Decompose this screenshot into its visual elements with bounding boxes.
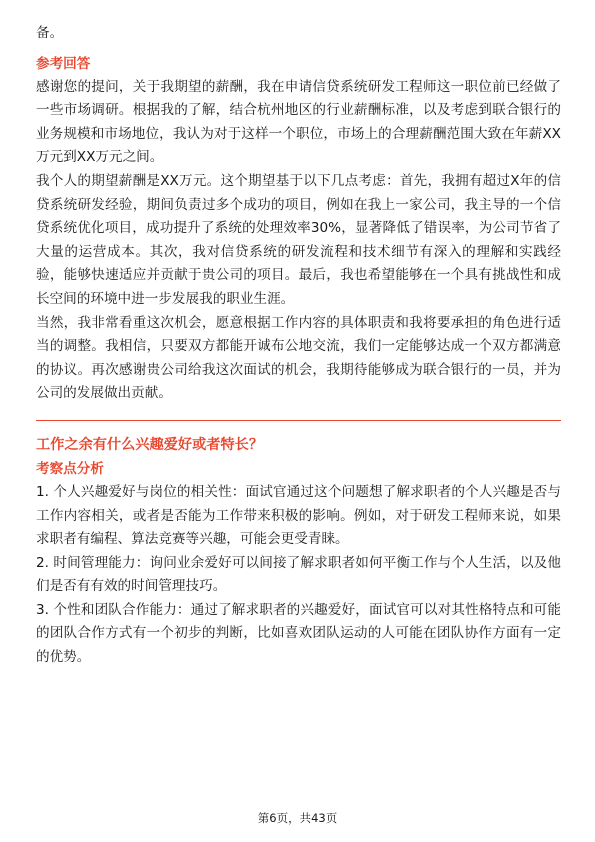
answer-paragraph-2: 我个人的期望薪酬是XX万元。这个期望基于以下几点考虑：首先，我拥有超过X年的信贷系统研发经验，期间负责过多个成功的项目，例如在我上一家公司，我主导的一个信贷系统优化项目，成功提升了系统的处理效率30%，显著降低了错误率，为公司节省了大量的运营成本。其次，我对信贷系统的研发流程和技术细节有深入的理解和实践经验，能够快速适应并贡献于贵公司的项目。最后，我也希望能够在一个具有挑战性和成长空间的环境中进一步发展我的职业生涯。 [36,172,561,307]
question-title: 工作之余有什么兴趣爱好或者特长？ [36,436,264,453]
page-number-footer: 第6页，共43页 [257,811,338,825]
answer-paragraph-1: 感谢您的提问，关于我期望的薪酬，我在申请信贷系统研发工程师这一职位前已经做了一些市场调研。根据我的了解，结合杭州地区的行业薪酬标准，以及考虑到联合银行的业务规模和市场地位，我认为对于这样一个职位，市场上的合理薪酬范围大致在年薪XX万元到XX万元之间。 [36,78,561,166]
analysis-heading: 考察点分析 [36,460,104,477]
analysis-item-1: 1. 个人兴趣爱好与岗位的相关性：面试官通过这个问题想了解求职者的个人兴趣是否与工作内容相关，或者是否能为工作带来积极的影响。例如，对于研发工程师来说，如果求职者有编程、算法竞赛等兴趣，可能会更受青睐。 [36,483,561,548]
section-divider [36,420,561,421]
document-page [36,22,561,670]
analysis-item-2: 2. 时间管理能力：询问业余爱好可以间接了解求职者如何平衡工作与个人生活，以及他们是否有有效的时间管理技巧。 [36,554,561,595]
analysis-item-3: 3. 个性和团队合作能力：通过了解求职者的兴趣爱好，面试官可以对其性格特点和可能的团队合作方式有一个初步的判断，比如喜欢团队运动的人可能在团队协作方面有一定的优势。 [36,601,561,666]
reference-answer-heading: 参考回答 [36,55,91,72]
answer-paragraph-3: 当然，我非常看重这次机会，愿意根据工作内容的具体职责和我将要承担的角色进行适当的调整。我相信，只要双方都能开诚布公地交流，我们一定能够达成一个双方都满意的协议。再次感谢贵公司给我这次面试的机会，我期待能够成为联合银行的一员，并为公司的发展做出贡献。 [36,314,561,402]
top-fragment: 备。 [36,25,64,41]
